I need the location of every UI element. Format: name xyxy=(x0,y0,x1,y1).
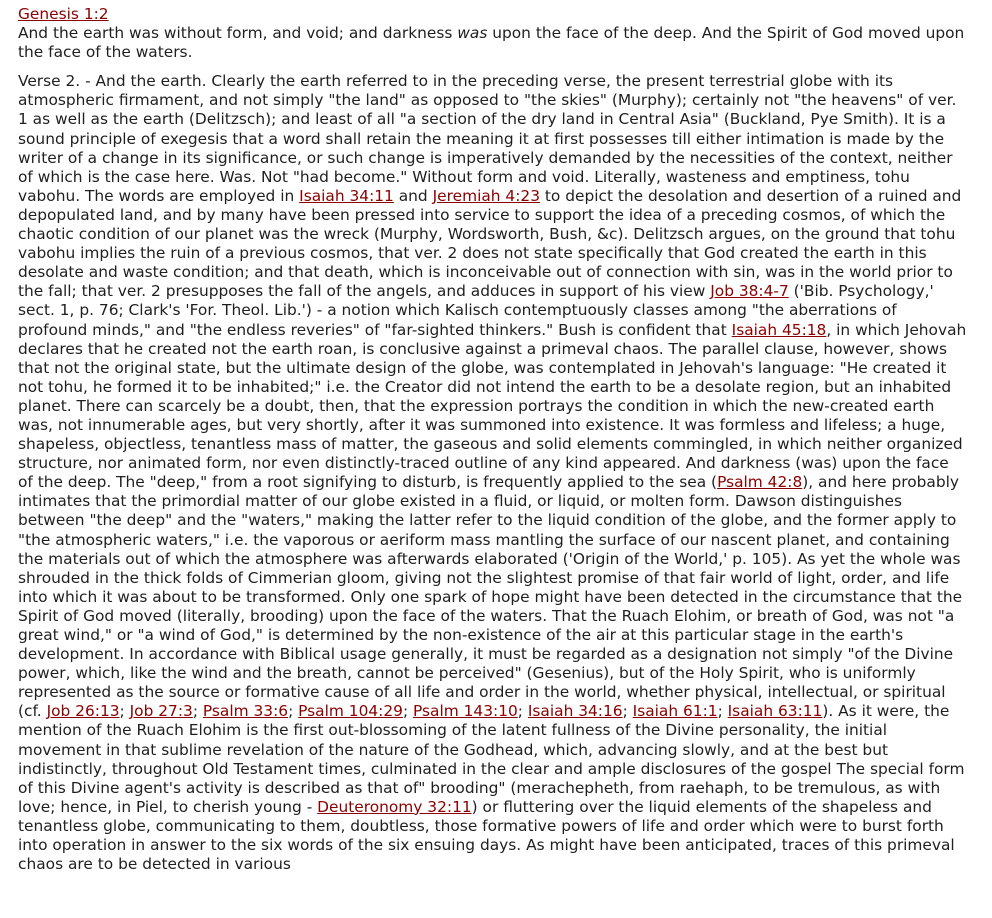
commentary-text-segment: ), and here probably intimates that the primordial matter of our globe existed in a fluid, or liquid, or molten form. Dawson distinguishes between "the deep" and the "waters," making the latter refer to the liquid condition of the globe, and the former apply to "the atmospheric waters," i.e. the vaporous or aeriform mass mantling the surface of our nascent planet, and containing the materials out of which the atmosphere was afterwards elaborated ('Origin of the World,' p. 105). As yet the whole was shrouded in the thick folds of Cimmerian gloom, giving not the slightest promise of that fair world of light, order, and life into which it was about to be transformed. Only one spark of hope might have been detected in the circumstance that the Spirit of God moved (literally, brooding) upon the face of the waters. That the Ruach Elohim, or breath of God, was not "a great wind," or "a wind of God," is determined by the non-existence of the air at this particular stage in the earth's development. In accordance with Biblical usage generally, it must be regarded as a designation not simply "of the Divine power, which, like the wind and the breath, cannot be perceived" (Gesenius), but of the Holy Spirit, who is uniformly represented as the source or formative cause of all life and order in the world, whether physical, intellectual, or spiritual (cf. xyxy=(18,473,963,721)
scripture-link-deuteronomy-32-11[interactable]: Deuteronomy 32:11 xyxy=(317,797,472,816)
commentary-separator: ; xyxy=(402,702,414,721)
commentary-text-segment: ) or fluttering over the liquid elements of the shapeless and tenantless globe, communicating to them, doubtless, those formative powers of life and order which were to burst forth into operation in answer to the six words of the six ensuing days. As might have been anticipated, traces of this primeval chaos are to be detected in various xyxy=(18,797,955,874)
verse-text-emphasis: was xyxy=(457,24,488,43)
scripture-link-job-38-4-7[interactable]: Job 38:4-7 xyxy=(710,282,789,301)
verse-text-part: And the earth was without form, and void; and darkness xyxy=(18,24,458,43)
scripture-link-isaiah-34-11[interactable]: Isaiah 34:11 xyxy=(299,186,394,205)
commentary-text-segment: , in which Jehovah declares that he created not the earth roan, is conclusive against a primeval chaos. The parallel clause, however, shows that not the original state, but the ultimate design of the globe, was contemplated in Jehovah's language: "He created it not tohu, he formed it to be inhabited;" i.e. the Creator did not intend the earth to be a desolate region, but an inhabited planet. There can scarcely be a doubt, then, that the expression portrays the condition in which the new-created earth was, not innumerable ages, but very shortly, after it was summoned into existence. It was formless and lifeless; a huge, shapeless, objectless, tenantless mass of matter, the gaseous and solid elements commingled, in which neither organized structure, nor animated form, nor even distinctly-traced outline of any kind appeared. And darkness (was) upon the face of the deep. The "deep," from a root signifying to disturb, is frequently applied to the sea ( xyxy=(18,320,967,492)
commentary-text-segment: ('Bib. Psychology,' sect. 1, p. 76; Clark's 'For. Theol. Lib.') - a notion which Kalisch contemptuously classes among "the aberrations of profound minds," and "the endless reveries" of "far-sighted thinkers." Bush is confident that xyxy=(18,282,934,339)
verse-reference-link[interactable]: Genesis 1:2 xyxy=(18,5,109,23)
commentary-text-segment: ). As it were, the mention of the Ruach Elohim is the first out-blossoming of the latent fullness of the Divine personality, the initial movement in that sublime revelation of the nature of the Godhead, which, advancing slowly, and at the best but indistinctly, throughout Old Testament times, culminated in the clear and ample disclosures of the gospel The special form of this Divine agent's activity is described as that of" brooding" (merachepheth, from raehaph, to be tremulous, as with love; hence, in Piel, to cherish young - xyxy=(18,702,965,816)
scripture-link-psalm-33-6[interactable]: Psalm 33:6 xyxy=(202,702,289,721)
scripture-link-isaiah-34-16[interactable]: Isaiah 34:16 xyxy=(527,702,623,721)
scripture-link-jeremiah-4-23[interactable]: Jeremiah 4:23 xyxy=(432,186,540,205)
commentary-separator: ; xyxy=(288,702,299,721)
scripture-link-job-26-13[interactable]: Job 26:13 xyxy=(46,702,120,721)
commentary-separator: ; xyxy=(717,702,728,721)
commentary-text-segment: and xyxy=(393,186,433,205)
commentary-separator: ; xyxy=(119,702,130,721)
scripture-link-isaiah-45-18[interactable]: Isaiah 45:18 xyxy=(731,320,827,339)
commentary-text-segment: Verse 2. - And the earth. Clearly the earth referred to in the preceding verse, the present terrestrial globe with its atmospheric firmament, and not simply "the land" as opposed to "the skies" (Murphy); certainly not "the heavens" of ver. 1 as well as the earth (Delitzsch); and least of all "a section of the dry land in Central Asia" (Buckland, Pye Smith). It is a sound principle of exegesis that a word shall retain the meaning it at first possesses till either intimation is made by the writer of a change in its significance, or such change is imperatively demanded by the necessities of the context, neither of which is the case here. Was. Not "had become." Without form and void. Literally, wasteness and emptiness, tohu vabohu. The words are employed in xyxy=(18,72,957,205)
scripture-link-job-27-3[interactable]: Job 27:3 xyxy=(129,702,193,721)
scripture-link-psalm-104-29[interactable]: Psalm 104:29 xyxy=(298,702,403,721)
scripture-link-isaiah-61-1[interactable]: Isaiah 61:1 xyxy=(632,702,718,721)
scripture-link-psalm-42-8[interactable]: Psalm 42:8 xyxy=(717,473,803,492)
commentary-separator: ; xyxy=(192,702,203,721)
commentary-separator: ; xyxy=(517,702,528,721)
verse-text-part: upon the face of the deep. And the Spirit of God moved upon the face of the waters. xyxy=(18,24,965,62)
scripture-link-psalm-143-10[interactable]: Psalm 143:10 xyxy=(413,702,518,721)
scripture-link-isaiah-63-11[interactable]: Isaiah 63:11 xyxy=(727,702,823,721)
commentary-text-segment: to depict the desolation and desertion of a ruined and depopulated land, and by many have been pressed into service to support the idea of a preceding cosmos, of which the chaotic condition of our planet was the wreck (Murphy, Wordsworth, Bush, &c). Delitzsch argues, on the ground that tohu vabohu implies the ruin of a previous cosmos, that ver. 2 does not state specifically that God created the earth in this desolate and waste condition; and that death, which is inconceivable out of connection with sin, was in the world prior to the fall; that ver. 2 presupposes the fall of the angels, and adduces in support of his view xyxy=(18,186,962,301)
commentary-text xyxy=(18,72,968,874)
verse-text xyxy=(18,24,968,62)
commentary-page xyxy=(18,5,968,874)
commentary-separator: ; xyxy=(622,702,633,721)
